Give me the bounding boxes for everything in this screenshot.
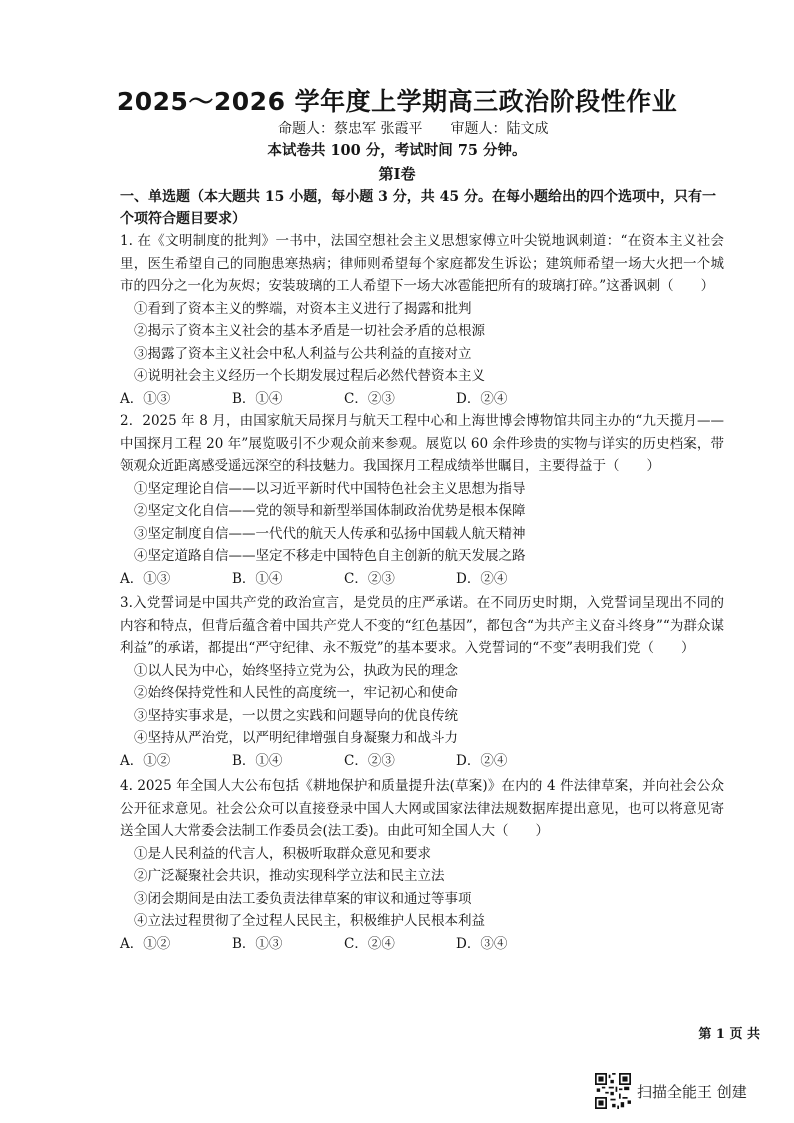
option-statement: ③坚持实事求是，一以贯之实践和问题导向的优良传统 — [134, 707, 458, 724]
question-1 — [120, 230, 724, 410]
option-statement: ③坚定制度自信——一代代的航天人传承和弘扬中国载人航天精神 — [134, 525, 526, 542]
question-2 — [120, 410, 724, 590]
option-statement: ②始终保持党性和人民性的高度统一，牢记初心和使命 — [134, 685, 458, 701]
choice-c[interactable]: C．②③ — [344, 570, 395, 587]
scanner-watermark — [595, 1073, 747, 1109]
question-stem: 3.入党誓词是中国共产党的政治宣言，是党员的庄严承诺。在不同历史时期，入党誓词呈现出不同的内容和特点，但背后蕴含着中国共产党人不变的“红色基因”，都包含“为共产主义奋斗终身”“为群众谋利益”的承诺，都提出“严守纪律、永不叛党”的基本要求。入党誓词的“不变”表明我们党（ ） — [120, 595, 724, 656]
choice-a[interactable]: A．①② — [120, 935, 171, 952]
choice-d[interactable]: D．②④ — [456, 390, 508, 407]
volume-heading: 第Ⅰ卷 — [378, 165, 416, 183]
choice-b[interactable]: B．①③ — [232, 935, 283, 952]
option-statement: ①看到了资本主义的弊端，对资本主义进行了揭露和批判 — [134, 300, 472, 317]
option-statement: ④坚持从严治党，以严明纪律增强自身凝聚力和战斗力 — [134, 730, 458, 746]
choice-a[interactable]: A．①② — [120, 752, 171, 769]
choice-a[interactable]: A．①③ — [120, 390, 171, 407]
page-title: 2025～2026 学年度上学期高三政治阶段性作业 — [116, 87, 678, 116]
option-statement: ④立法过程贯彻了全过程人民民主，积极维护人民根本利益 — [134, 913, 485, 929]
option-statement: ①坚定理论自信——以习近平新时代中国特色社会主义思想为指导 — [134, 480, 526, 497]
question-stem: 2．2025 年 8 月，由国家航天局探月与航天工程中心和上海世博会博物馆共同主办的“九天揽月——中国探月工程 20 年”展览吸引不少观众前来参观。展览以 60 余件珍贵的实物与详实的历史档案，带领观众近距离感受遥远深空的科技魅力。我国探月工程成绩举世瞩目，主要得益于（ ） — [120, 413, 724, 474]
scanner-text: 扫描全能王 创建 — [637, 1082, 747, 1101]
option-statement: ①是人民利益的代言人，积极听取群众意见和要求 — [134, 845, 431, 862]
choice-c[interactable]: C．②③ — [344, 752, 395, 769]
choice-c[interactable]: C．②③ — [344, 390, 395, 407]
option-statement: ②坚定文化自信——党的领导和新型举国体制政治优势是根本保障 — [134, 503, 526, 519]
choice-b[interactable]: B．①④ — [232, 570, 283, 587]
option-statement: ①以人民为中心，始终坚持立党为公，执政为民的理念 — [134, 662, 458, 679]
question-3 — [120, 592, 724, 772]
option-statement: ④坚定道路自信——坚定不移走中国特色自主创新的航天发展之路 — [134, 548, 526, 564]
question-stem: 1. 在《文明制度的批判》一书中，法国空想社会主义思想家傅立叶尖锐地讽刺道：“在资本主义社会里，医生希望自己的同胞患寒热病；律师则希望每个家庭都发生诉讼；建筑师希望一场大火把一个城市的四分之一化为灰烬；安装玻璃的工人希望下一场大冰雹能把所有的玻璃打碎。”这番讽刺（ ） — [120, 233, 724, 294]
choice-d[interactable]: D．③④ — [456, 935, 508, 952]
question-4 — [120, 775, 724, 955]
answer-choices — [120, 933, 724, 956]
answer-choices — [120, 750, 724, 773]
option-statement: ④说明社会主义经历一个长期发展过程后必然代替资本主义 — [134, 368, 485, 384]
question-stem: 4. 2025 年全国人大公布包括《耕地保护和质量提升法(草案)》在内的 4 件法律草案，并向社会公众公开征求意见。社会公众可以直接登录中国人大网或国家法律法规数据库提出意见，也可以将意见寄送全国人大常委会法制工作委员会(法工委)。由此可知全国人大（ ） — [120, 778, 724, 839]
choice-a[interactable]: A．①③ — [120, 570, 171, 587]
option-statement: ②广泛凝聚社会共识，推动实现科学立法和民主立法 — [134, 868, 445, 884]
answer-choices — [120, 568, 724, 591]
choice-b[interactable]: B．①④ — [232, 390, 283, 407]
choice-b[interactable]: B．①④ — [232, 752, 283, 769]
section-heading: 一、单选题（本大题共 15 小题，每小题 3 分，共 45 分。在每小题给出的四个选项中，只有一个项符合题目要求） — [120, 189, 716, 227]
page-number: 第 1 页 共 — [698, 1027, 760, 1042]
choice-d[interactable]: D．②④ — [456, 752, 508, 769]
option-statement: ③闭会期间是由法工委负责法律草案的审议和通过等事项 — [134, 890, 472, 907]
qr-code-icon — [595, 1073, 631, 1109]
option-statement: ②揭示了资本主义社会的基本矛盾是一切社会矛盾的总根源 — [134, 323, 485, 339]
answer-choices — [120, 388, 724, 411]
choice-d[interactable]: D．②④ — [456, 570, 508, 587]
authors-line: 命题人：蔡忠军 张霞平 审题人：陆文成 — [278, 121, 549, 137]
option-statement: ③揭露了资本主义社会中私人利益与公共利益的直接对立 — [134, 345, 472, 362]
exam-info: 本试卷共 100 分，考试时间 75 分钟。 — [267, 142, 527, 159]
choice-c[interactable]: C．②④ — [344, 935, 395, 952]
